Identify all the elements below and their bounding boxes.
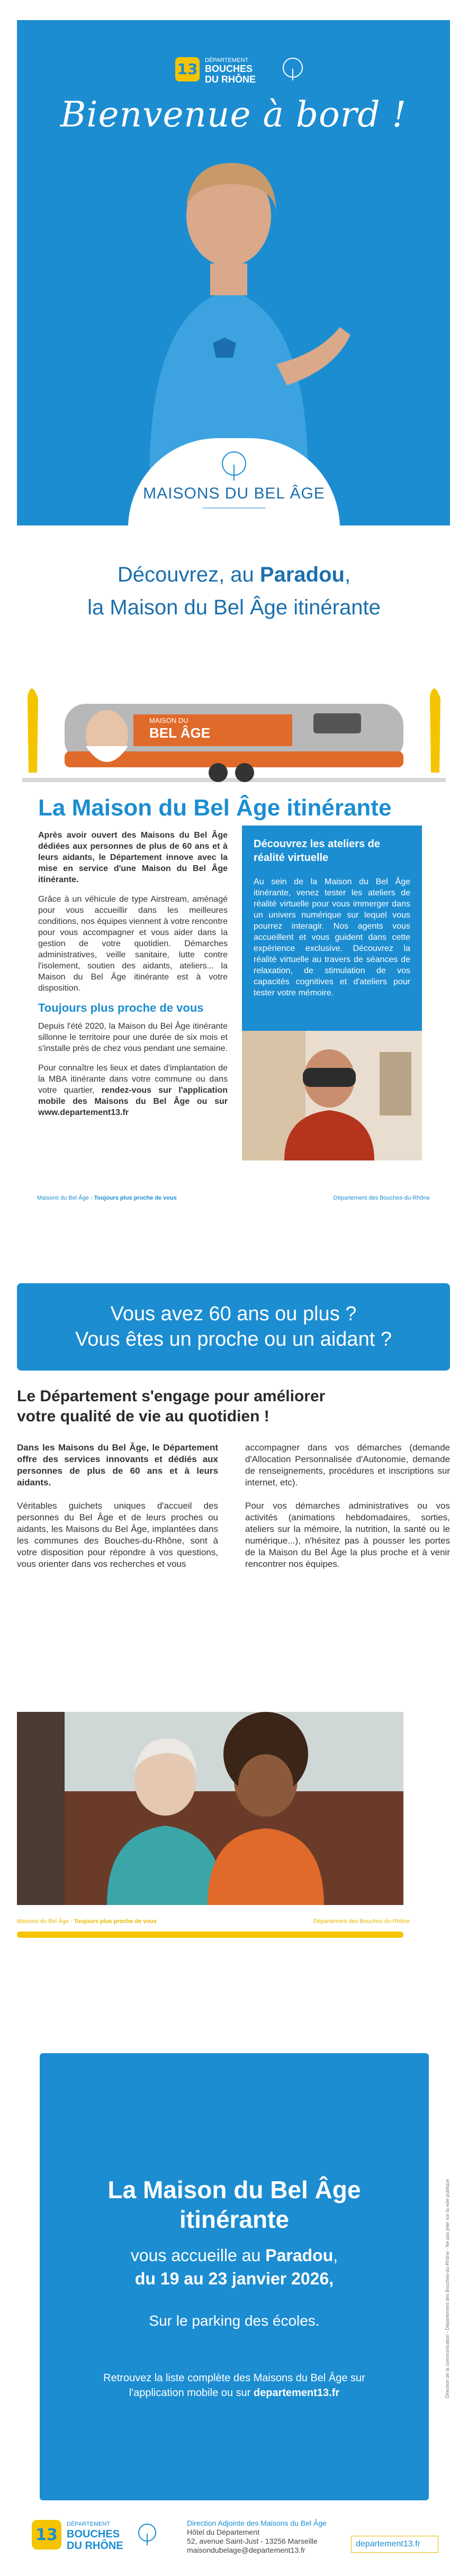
maisons-du-bel-age-logo	[128, 438, 340, 525]
footer2-right: Département des Bouches-du-Rhône	[333, 1195, 430, 1201]
headline-line-2: la Maison du Bel Âge itinérante	[87, 596, 381, 619]
intro-column	[38, 830, 228, 1127]
banner-line-1: Vous avez 60 ans ou plus ?	[110, 1303, 357, 1325]
page-headline	[0, 558, 468, 624]
services-para-4: Pour vos démarches administratives ou vos activités (animations hebdomadaires, sorties, ateliers sur la mémoire, la nutrition, la santé ou le numérique...), n'hésitez pas à pousser les portes de la Maison du Bel Âge la plus proche et à venir rencontrer nos équipes.	[245, 1501, 450, 1569]
headline-line-1	[0, 558, 468, 591]
department-label: DÉPARTEMENT	[205, 57, 249, 64]
department-name-1: BOUCHES	[205, 64, 253, 74]
headline-prefix: Découvrez, au	[117, 563, 260, 586]
footer3-left-2: Toujours plus proche de vous	[74, 1918, 157, 1925]
event-info-panel	[40, 2053, 429, 2500]
footer-dept-label: DÉPARTEMENT	[67, 2521, 111, 2527]
department-logo	[154, 48, 313, 90]
event-more-line-2: l'application mobile ou sur	[129, 2387, 254, 2399]
intro-bold: Après avoir ouvert des Maisons du Bel Âge dédiées aux personnes de plus de 60 ans et à leurs aidants, le Département innove avec la mise en service d'une Maison du Bel Âge itinérante.	[38, 831, 228, 884]
footer3-right: Département des Bouches-du-Rhône	[313, 1918, 410, 1925]
services-para-2: Véritables guichets uniques d'accueil des personnes du Bel Âge et de leurs proches ou aidants, les Maisons du Bel Âge, implantées dans les communes des Bouches-du-Rhône, sont à votre disposition pour répondre à vos questions, vous orienter dans vos recherches et vous	[17, 1501, 218, 1569]
event-website[interactable]: departement13.fr	[253, 2387, 340, 2399]
event-title	[40, 2175, 429, 2234]
services-column-left	[17, 1442, 218, 1582]
vr-box-text: Au sein de la Maison du Bel Âge itinérante, venez tester les ateliers de réalité virtuelle pour vous immerger dans un univers numérique sur lequel vous pourrez interagir. Nos agents vous accueillent et vous guident dans cette expérience exclusive. Découvrez la réalité virtuelle au travers de séances de relaxation, de stimulation de vos capacités cognitives et d'ateliers pour tester votre mémoire.	[254, 877, 410, 997]
age-question-banner	[17, 1283, 450, 1371]
event-dates	[40, 2244, 429, 2290]
side-legal-note: Direction de la communication - Département des Bouches-du-Rhône - Ne pas jeter sur la voie publique	[445, 2179, 450, 2399]
yellow-divider	[17, 1931, 403, 1938]
footer3-left-1: Maisons du Bel Âge -	[17, 1918, 74, 1925]
engage-heading	[17, 1386, 450, 1427]
event-title-line-1: La Maison du Bel Âge	[107, 2176, 361, 2203]
event-date-range: du 19 au 23 janvier 2026,	[134, 2269, 334, 2288]
footer-dept-name-1: BOUCHES	[67, 2528, 120, 2540]
event-place: Paradou	[265, 2246, 334, 2265]
vr-photo	[242, 1031, 422, 1160]
headline-comma: ,	[344, 563, 351, 586]
footer-address: 52, avenue Saint-Just - 13256 Marseille	[187, 2537, 318, 2545]
vr-info-box	[242, 826, 422, 1031]
intro-para-2: Grâce à un véhicule de type Airstream, aménagé pour vous accueillir dans les meilleures conditions, nos équipes viennent à votre rencontre pour vous accompagner et vous aider dans la gestion de votre quotidien. Démarches administratives, veille sanitaire, lutte contre l'isolement, soutien des aidants, ateliers... la Maison du Bel Âge itinérante est à votre disposition.	[38, 895, 228, 993]
footer-website-link[interactable]: departement13.fr	[351, 2536, 438, 2553]
van-label-2: BEL ÂGE	[149, 725, 211, 741]
footer-hotel: Hôtel du Département	[187, 2528, 259, 2536]
footer-dept-name-2: DU RHÔNE	[67, 2540, 123, 2552]
services-para-3: accompagner dans vos démarches (demande d'Allocation Personnalisée d'Autonomie, demande de renseignements, procédures et inscriptions sur internet, etc).	[245, 1443, 450, 1487]
event-line1-prefix: vous accueille au	[130, 2246, 266, 2265]
footer-contact	[187, 2519, 362, 2555]
intro-para-4	[38, 1063, 228, 1118]
event-title-line-2: itinérante	[179, 2206, 290, 2233]
footer2-left-1: Maisons du Bel Âge -	[37, 1195, 94, 1201]
event-line1-comma: ,	[333, 2246, 338, 2265]
footer-email[interactable]: maisondubelage@departement13.fr	[187, 2546, 305, 2554]
engage-line-2: votre qualité de vie au quotidien !	[17, 1408, 269, 1425]
maisons-logo-text: MAISONS DU BEL ÂGE	[143, 485, 325, 502]
hero-banner	[17, 20, 450, 525]
footer-direction: Direction Adjointe des Maisons du Bel Âge	[187, 2519, 327, 2527]
welcome-title: Bienvenue à bord !	[60, 94, 407, 135]
para4-bold: rendez-vous sur l'application mobile des Maisons du Bel Âge ou sur www.departement13.fr	[38, 1086, 228, 1117]
para4-plain: Pour connaître les lieux et dates d'implantation de la MBA itinérante dans votre commune ou dans votre quartier,	[38, 1064, 228, 1095]
headline-place: Paradou	[259, 563, 345, 586]
seniors-photo	[17, 1712, 403, 1905]
event-more-info	[40, 2371, 429, 2400]
itinerant-section	[17, 672, 450, 1222]
services-column-right	[245, 1442, 450, 1582]
svg-text:13: 13	[35, 2526, 58, 2544]
vr-box-title: Découvrez les ateliers de réalité virtuelle	[254, 838, 381, 864]
department-name-2: DU RHÔNE	[205, 74, 256, 85]
event-more-line-1: Retrouvez la liste complète des Maisons du Bel Âge sur	[103, 2372, 365, 2384]
intro-para-3: Depuis l'été 2020, la Maison du Bel Âge itinérante sillonne le territoire pour une durée de six mois et s'installe près de chez vous pendant une semaine.	[38, 1022, 228, 1053]
services-intro: Dans les Maisons du Bel Âge, le Département offre des services innovants et dédiés aux personnes de plus de 60 ans et à leurs aidants.	[17, 1443, 218, 1487]
proche-subtitle: Toujours plus proche de vous	[38, 1001, 204, 1014]
airstream-van-illustration	[17, 672, 450, 799]
section3-footer	[17, 1918, 410, 1925]
event-location: Sur le parking des écoles.	[149, 2312, 320, 2329]
footer-department-logo	[32, 2514, 159, 2559]
page-footer	[0, 2514, 468, 2572]
engage-line-1: Le Département s'engage pour améliorer	[17, 1387, 326, 1405]
section-title: La Maison du Bel Âge itinérante	[38, 795, 392, 821]
footer2-left-2: Toujours plus proche de vous	[94, 1195, 177, 1201]
van-label-1: MAISON DU	[149, 716, 188, 724]
section2-footer	[37, 1195, 430, 1201]
hero-photo-woman	[118, 152, 366, 480]
svg-text:13: 13	[177, 60, 198, 78]
banner-line-2: Vous êtes un proche ou un aidant ?	[75, 1328, 392, 1350]
